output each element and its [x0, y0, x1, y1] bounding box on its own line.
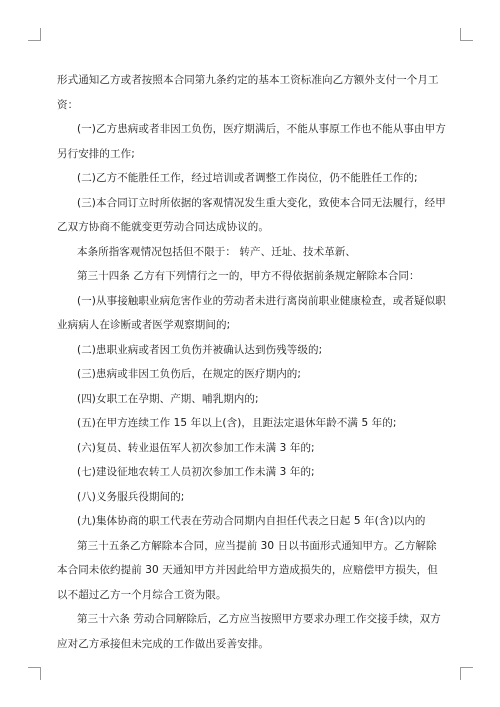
- paragraph: 第三十四条 乙方有下列情行之一的，甲方不得依据前条规定解除本合同：: [77, 270, 420, 282]
- paragraph: (一)从事接触职业病危害作业的劳动者未进行离岗前职业健康检查，或者疑似职业病病人在诊断或者医学观察期间的;: [57, 294, 446, 331]
- paragraph: (六)复员、转业退伍军人初次参加工作未满 3 年的;: [77, 441, 315, 454]
- crop-mark-top-right: [460, 28, 473, 41]
- paragraph: (二)患职业病或者因工负伤并被确认达到伤残等级的;: [77, 343, 323, 356]
- paragraph: (一)乙方患病或者非因工负伤，医疗期满后，不能从事原工作也不能从事由甲方另行安排的工作;: [57, 123, 446, 160]
- paragraph: (二)乙方不能胜任工作，经过培训或者调整工作岗位，仍不能胜任工作的;: [77, 172, 418, 184]
- paragraph: (四)女职工在孕期、产期、哺乳期内的;: [77, 392, 259, 405]
- paragraph: (五)在甲方连续工作 15 年以上(含)，且距法定退休年龄不满 5 年的;: [77, 417, 397, 429]
- paragraph: (九)集体协商的职工代表在劳动合同期内自担任代表之日起 5 年(含)以内的: [77, 515, 426, 527]
- crop-mark-bottom-right: [460, 667, 473, 680]
- paragraph: (七)建设征地农转工人员初次参加工作未满 3 年的;: [77, 466, 315, 478]
- crop-mark-top-left: [28, 28, 41, 41]
- document-body: [57, 68, 447, 656]
- paragraph: (三)本合同订立时所依据的客观情况发生重大变化，致使本合同无法履行，经甲乙双方协商不能就变更劳动合同达成协议的。: [57, 196, 446, 233]
- paragraph: 本条所指客观情况包括但不限于： 转产、迁址、技术革新、: [77, 245, 357, 258]
- crop-mark-bottom-left: [28, 667, 41, 680]
- paragraph: 形式通知乙方或者按照本合同第九条约定的基本工资标准向乙方额外支付一个月工资：: [57, 74, 439, 111]
- paragraph: (三)患病或非因工负伤后，在规定的医疗期内的;: [77, 368, 302, 380]
- paragraph: 第三十五条乙方解除本合同，应当提前 30 日以书面形式通知甲方。乙方解除本合同未依约提前 30 天通知甲方并因此给甲方造成损失的，应赔偿甲方损失，但以不超过乙方一个月综合工资为限。: [57, 539, 438, 601]
- paragraph: (八)义务服兵役期间的;: [77, 490, 185, 503]
- paragraph: 第三十六条 劳动合同解除后，乙方应当按照甲方要求办理工作交接手续，双方应对乙方承接但未完成的工作做出妥善安排。: [57, 613, 441, 650]
